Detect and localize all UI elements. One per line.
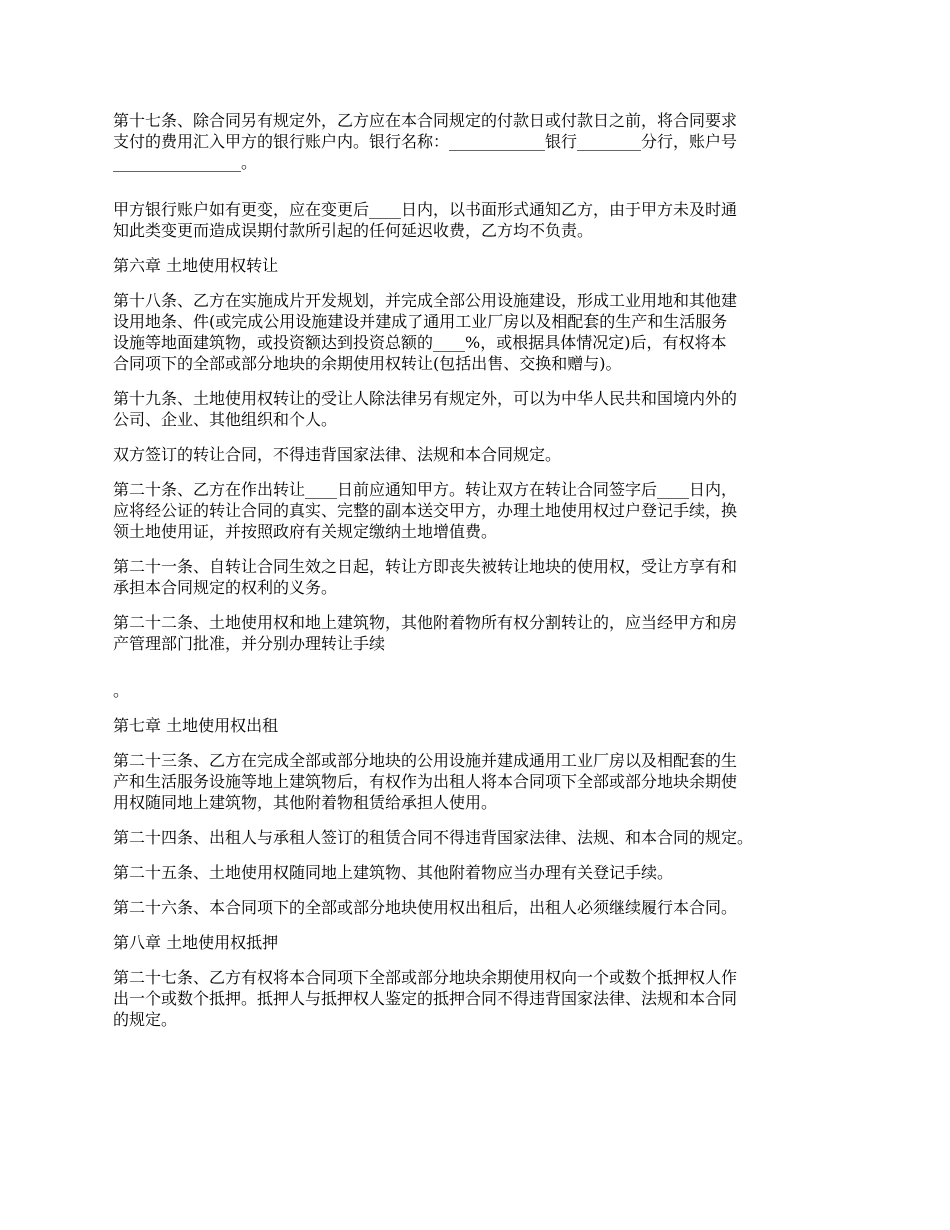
account-change-clause xyxy=(113,199,853,241)
article-27-line-3: 的规定。 xyxy=(113,1010,178,1029)
article-18 xyxy=(113,290,853,374)
article-23-line-2: 产和生活服务设施等地上建筑物后，有权作为出租人将本合同项下全部或部分地块余期使 xyxy=(113,772,738,791)
article-21 xyxy=(113,556,853,598)
article-25: 第二十五条、土地使用权随同地上建筑物、其他附着物应当办理有关登记手续。 xyxy=(113,863,674,882)
article-17-line-3: ________________。 xyxy=(113,153,258,172)
transfer-contract-clause: 双方签订的转让合同，不得违背国家法律、法规和本合同规定。 xyxy=(113,445,562,464)
article-19-line-2: 公司、企业、其他组织和个人。 xyxy=(113,410,338,429)
article-18-line-4: 合同项下的全部或部分地块的余期使用权转让(包括出售、交换和赠与)。 xyxy=(113,354,622,373)
article-26: 第二十六条、本合同项下的全部或部分地块使用权出租后，出租人必须继续履行本合同。 xyxy=(113,898,738,917)
article-20 xyxy=(113,479,853,542)
article-18-line-2: 设用地条、件(或完成公用设施建设并建成了通用工业厂房以及相配套的生产和生活服务 xyxy=(113,312,728,331)
article-27 xyxy=(113,967,853,1030)
article-22-line-1: 第二十二条、土地使用权和地上建筑物，其他附着物所有权分割转让的，应当经甲方和房 xyxy=(113,613,738,632)
article-18-line-3: 设施等地面建筑物，或投资额达到投资总额的____%，或根据具体情况定)后，有权将本 xyxy=(113,333,727,352)
article-20-line-2: 应将经公证的转让合同的真实、完整的副本送交甲方，办理土地使用权过户登记手续，换 xyxy=(113,501,738,520)
article-24: 第二十四条、出租人与承租人签订的租赁合同不得违背国家法律、法规、和本合同的规定。 xyxy=(113,828,754,847)
article-27-line-2: 出一个或数个抵押。抵押人与抵押权人鉴定的抵押合同不得违背国家法律、法规和本合同 xyxy=(113,989,738,1008)
chapter-8-title: 第八章 土地使用权抵押 xyxy=(113,933,279,952)
article-23-line-3: 用权随同地上建筑物，其他附着物租赁给承担人使用。 xyxy=(113,793,498,812)
document-page xyxy=(113,110,853,1044)
article-23 xyxy=(113,750,853,813)
account-change-line-1: 甲方银行账户如有更变，应在变更后____日内，以书面形式通知乙方，由于甲方未及时通 xyxy=(113,200,738,219)
article-19-line-1: 第十九条、土地使用权转让的受让人除法律另有规定外，可以为中华人民共和国境内外的 xyxy=(113,389,738,408)
article-17 xyxy=(113,110,853,173)
article-22 xyxy=(113,612,853,654)
article-21-line-2: 承担本合同规定的权利的义务。 xyxy=(113,578,338,597)
article-20-line-3: 领土地使用证，并按照政府有关规定缴纳土地增值费。 xyxy=(113,522,498,541)
chapter-7-title: 第七章 土地使用权出租 xyxy=(113,716,279,735)
chapter-6-title: 第六章 土地使用权转让 xyxy=(113,256,279,275)
article-18-line-1: 第十八条、乙方在实施成片开发规划，并完成全部公用设施建设，形成工业用地和其他建 xyxy=(113,291,738,310)
account-change-line-2: 知此类变更而造成误期付款所引起的任何延迟收费，乙方均不负责。 xyxy=(113,221,594,240)
article-23-line-1: 第二十三条、乙方在完成全部或部分地块的公用设施并建成通用工业厂房以及相配套的生 xyxy=(113,751,738,770)
article-21-line-1: 第二十一条、自转让合同生效之日起，转让方即丧失被转让地块的使用权，受让方享有和 xyxy=(113,557,738,576)
article-17-line-1: 第十七条、除合同另有规定外，乙方应在本合同规定的付款日或付款日之前，将合同要求 xyxy=(113,111,738,130)
article-22-line-2: 产管理部门批准，并分别办理转让手续 xyxy=(113,634,386,653)
article-19 xyxy=(113,388,853,430)
article-17-line-2: 支付的费用汇入甲方的银行账户内。银行名称：____________银行________分行，账户号 xyxy=(113,132,738,151)
article-20-line-1: 第二十条、乙方在作出转让____日前应通知甲方。转让双方在转让合同签字后____日内， xyxy=(113,480,738,499)
stray-period: 。 xyxy=(113,681,130,700)
article-27-line-1: 第二十七条、乙方有权将本合同项下全部或部分地块余期使用权向一个或数个抵押权人作 xyxy=(113,968,738,987)
